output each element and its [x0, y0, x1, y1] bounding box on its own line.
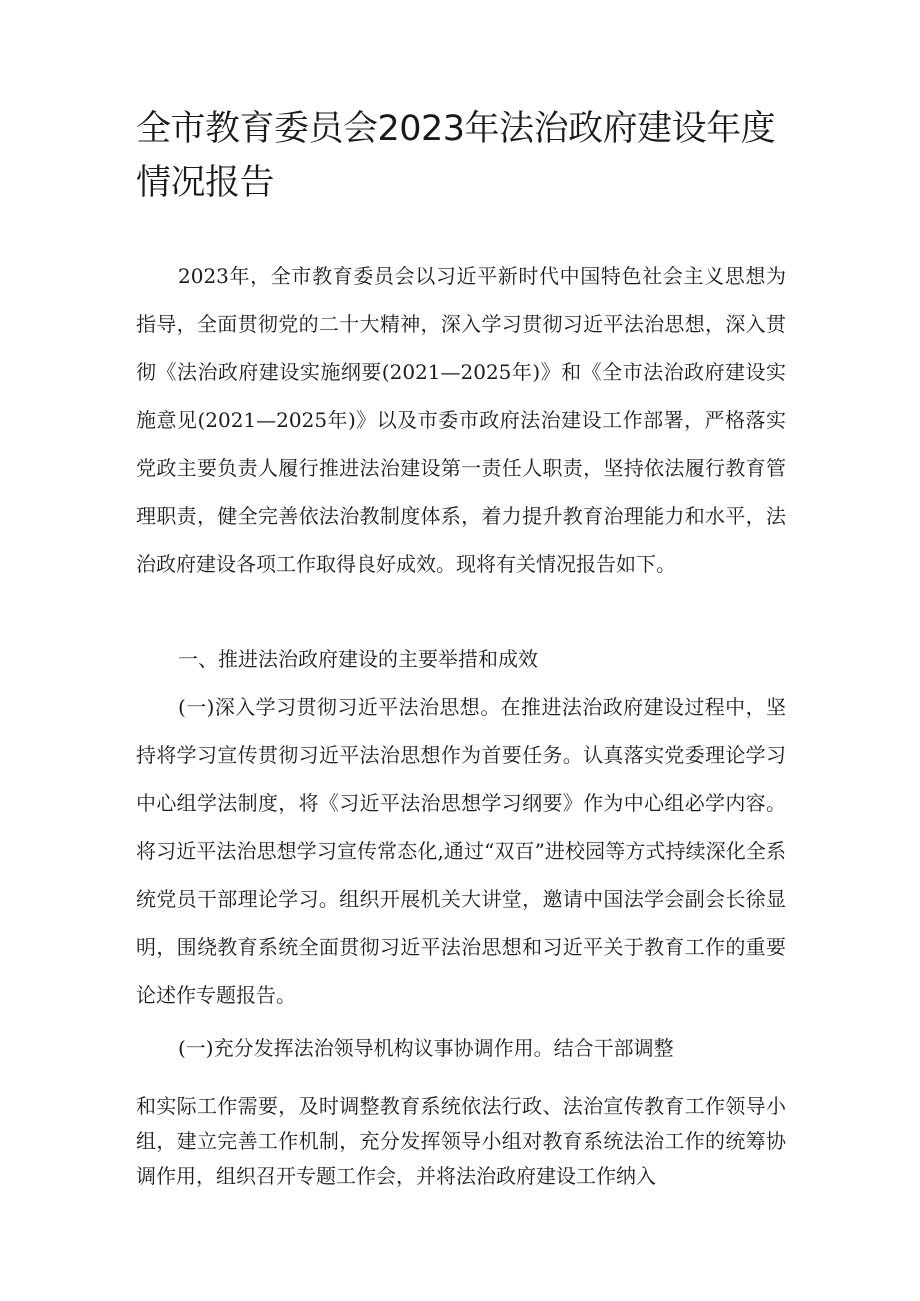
document-title: 全市教育委员会2023年法治政府建设年度情况报告	[136, 109, 776, 203]
section-heading: 一、推进法治政府建设的主要举措和成效	[178, 647, 538, 671]
intro-paragraph: 2023年，全市教育委员会以习近平新时代中国特色社会主义思想为指导，全面贯彻党的二十大精神，深入学习贯彻习近平法治思想，深入贯彻《法治政府建设实施纲要(2021—2025年)》和《全市法治政府建设实施意见(2021—2025年)》以及市委市政府法治建设工作部署，严格落实党政主要负责人履行推进法治建设第一责任人职责，坚持依法履行教育管理职责，健全完善依法治教制度体系，着力提升教育治理能力和水平，法治政府建设各项工作取得良好成效。现将有关情况报告如下。	[136, 264, 786, 576]
subsection-continuation: 和实际工作需要，及时调整教育系统依法行政、法治宣传教育工作领导小组，建立完善工作机制，充分发挥领导小组对教育系统法治工作的统筹协调作用，组织召开专题工作会，并将法治政府建设工作纳入	[136, 1094, 786, 1188]
subsection-paragraph: (一)深入学习贯彻习近平法治思想。在推进法治政府建设过程中，坚持将学习宣传贯彻习近平法治思想作为首要任务。认真落实党委理论学习中心组学法制度，将《习近平法治思想学习纲要》作为中心组必学内容。将习近平法治思想学习宣传常态化,通过“双百”进校园等方式持续深化全系统党员干部理论学习。组织开展机关大讲堂，邀请中国法学会副会长徐显明，围绕教育系统全面贯彻习近平法治思想和习近平关于教育工作的重要论述作专题报告。	[136, 695, 786, 1007]
subsection-heading: (一)充分发挥法治领导机构议事协调作用。结合干部调整	[178, 1036, 674, 1060]
